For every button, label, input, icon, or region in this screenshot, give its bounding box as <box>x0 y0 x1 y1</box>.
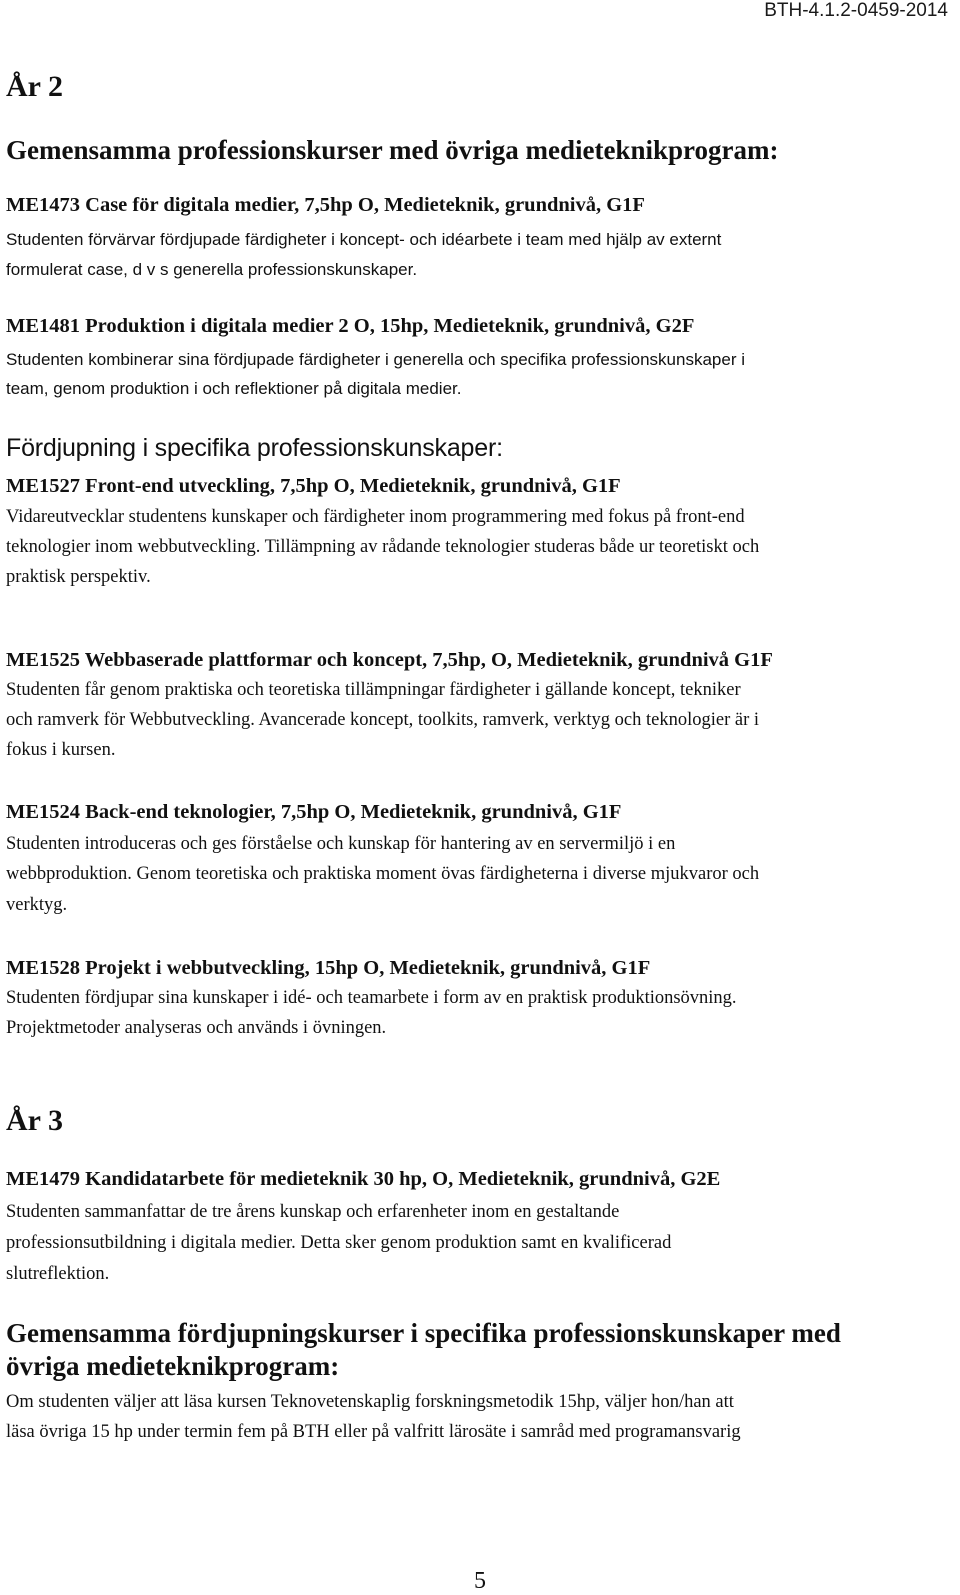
course-desc-line: fokus i kursen. <box>6 740 116 760</box>
course-desc-line: Vidareutvecklar studentens kunskaper och färdigheter inom programmering med fokus på front-end <box>6 507 745 527</box>
course-desc-line: webbproduktion. Genom teoretiska och praktiska moment övas färdigheterna i diverse mjukvaror och <box>6 864 760 884</box>
course-desc-line: team, genom produktion i och reflektioner på digitala medier. <box>6 379 462 398</box>
course-desc-line: teknologier inom webbutveckling. Tillämpning av rådande teknologier studeras både ur teoretiskt och <box>6 537 760 557</box>
course-title-me1481: ME1481 Produktion i digitala medier 2 O, 15hp, Medieteknik, grundnivå, G2F <box>6 315 695 337</box>
course-title-me1527: ME1527 Front-end utveckling, 7,5hp O, Medieteknik, grundnivå, G1F <box>6 475 621 497</box>
course-desc-line: slutreflektion. <box>6 1264 110 1284</box>
course-desc-line: professionsutbildning i digitala medier. Detta sker genom produktion samt en kvalificerad <box>6 1233 672 1253</box>
page-number: 5 <box>474 1568 486 1594</box>
course-desc-line: praktisk perspektiv. <box>6 567 151 587</box>
course-title-me1525: ME1525 Webbaserade plattformar och koncept, 7,5hp, O, Medieteknik, grundnivå G1F <box>6 649 773 671</box>
course-desc-line: Studenten sammanfattar de tre årens kunskap och erfarenheter inom en gestaltande <box>6 1202 620 1222</box>
course-desc-line: Studenten introduceras och ges förståelse och kunskap för hantering av en servermiljö i en <box>6 834 676 854</box>
course-desc-line: Studenten förvärvar fördjupade färdigheter i koncept- och idéarbete i team med hjälp av externt <box>6 230 722 249</box>
common-specialization-heading-cont: övriga medieteknikprogram: <box>6 1351 340 1381</box>
year-2-heading: År 2 <box>6 70 63 103</box>
course-desc-line: verktyg. <box>6 895 68 915</box>
course-desc-line: Projektmetoder analyseras och används i övningen. <box>6 1018 387 1038</box>
course-title-me1528: ME1528 Projekt i webbutveckling, 15hp O, Medieteknik, grundnivå, G1F <box>6 957 651 979</box>
specialization-heading: Fördjupning i specifika professionskunskaper: <box>6 434 503 462</box>
common-specialization-heading: Gemensamma fördjupningskurser i specifika professionskunskaper med <box>6 1318 841 1348</box>
course-desc-line: formulerat case, d v s generella professionskunskaper. <box>6 260 418 279</box>
common-courses-heading: Gemensamma professionskurser med övriga medieteknikprogram: <box>6 135 779 165</box>
course-title-me1473: ME1473 Case för digitala medier, 7,5hp O, Medieteknik, grundnivå, G1F <box>6 194 645 216</box>
course-title-me1479: ME1479 Kandidatarbete för medieteknik 30 hp, O, Medieteknik, grundnivå, G2E <box>6 1168 721 1190</box>
elective-note-line: Om studenten väljer att läsa kursen Teknovetenskaplig forskningsmetodik 15hp, väljer hon/han att <box>6 1392 734 1412</box>
course-title-me1524: ME1524 Back-end teknologier, 7,5hp O, Medieteknik, grundnivå, G1F <box>6 801 622 823</box>
course-desc-line: Studenten får genom praktiska och teoretiska tillämpningar färdigheter i gällande koncept, tekniker <box>6 680 741 700</box>
course-desc-line: Studenten fördjupar sina kunskaper i idé- och teamarbete i form av en praktisk produktionsövning. <box>6 988 737 1008</box>
course-desc-line: Studenten kombinerar sina fördjupade färdigheter i generella och specifika professionskunskaper i <box>6 350 745 369</box>
year-3-heading: År 3 <box>6 1104 63 1137</box>
elective-note-line: läsa övriga 15 hp under termin fem på BTH eller på valfritt lärosäte i samråd med programansvarig <box>6 1422 741 1442</box>
document-code: BTH-4.1.2-0459-2014 <box>764 0 948 21</box>
course-desc-line: och ramverk för Webbutveckling. Avancerade koncept, toolkits, ramverk, verktyg och teknologier är i <box>6 710 759 730</box>
